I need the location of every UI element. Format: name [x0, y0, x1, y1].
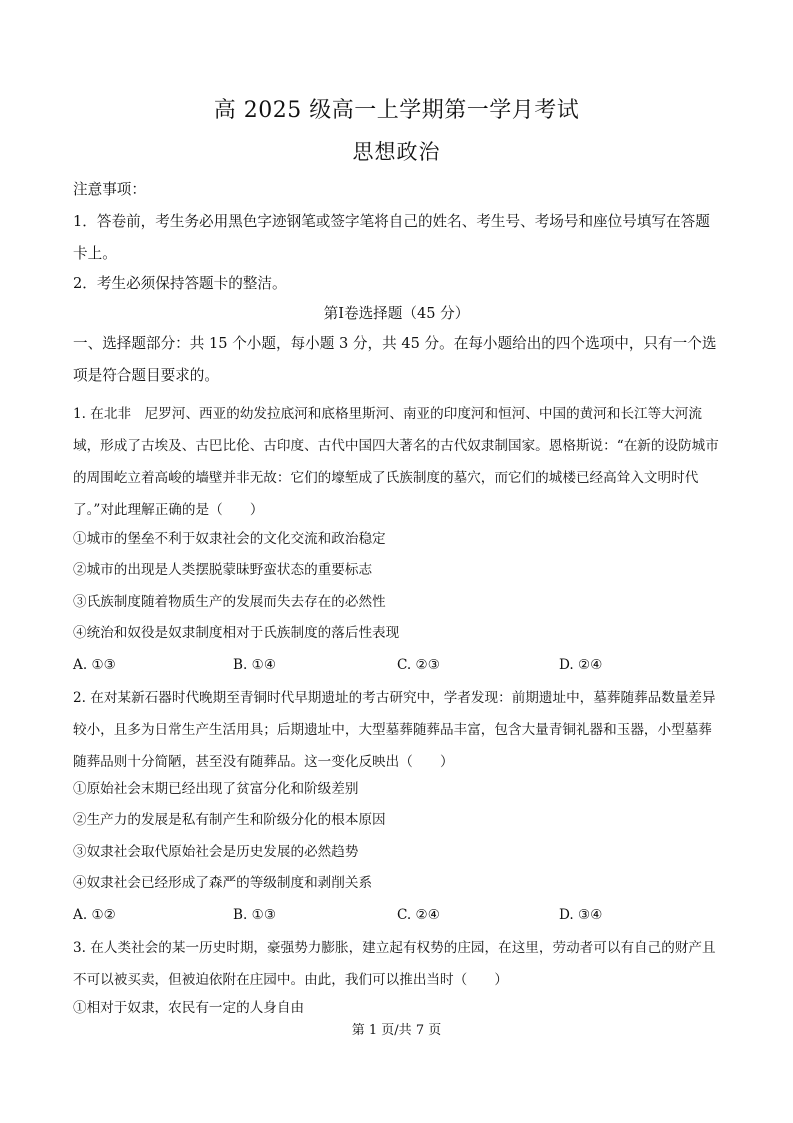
- question-2-stem: 2. 在对某新石器时代晚期至青铜时代早期遗址的考古研究中，学者发现：前期遗址中，墓葬随葬品数量差异较小，且多为日常生产生活用具；后期遗址中，大型墓葬随葬品丰富，包含大量青铜礼器和玉器，小型墓葬随葬品则十分简陋，甚至没有随葬品。这一变化反映出（ ）: [73, 690, 716, 770]
- question-2-choices: [73, 903, 723, 927]
- section-title: 第Ⅰ卷选择题（45 分）: [323, 305, 470, 322]
- question-1-option-1: ①城市的堡垒不利于奴隶社会的文化交流和政治稳定: [73, 531, 386, 547]
- question-1-choice-d[interactable]: D. ②④: [559, 657, 603, 673]
- question-2-option-3: ③奴隶社会取代原始社会是历史发展的必然趋势: [73, 844, 359, 860]
- exam-title: 高 2025 级高一上学期第一学月考试: [213, 98, 580, 123]
- question-2-choice-c[interactable]: C. ②④: [397, 907, 440, 923]
- question-3-stem: 3. 在人类社会的某一历史时期，豪强势力膨胀，建立起有权势的庄园，在这里，劳动者可以有自己的财产且不可以被买卖，但被迫依附在庄园中。由此，我们可以推出当时（ ）: [73, 940, 716, 988]
- question-1-option-2: ②城市的出现是人类摆脱蒙昧野蛮状态的重要标志: [73, 562, 373, 578]
- notice-item-2: 2．考生必须保持答题卡的整洁。: [73, 275, 287, 292]
- question-3-option-1: ①相对于奴隶，农民有一定的人身自由: [73, 1000, 305, 1016]
- question-1-choice-b[interactable]: B. ①④: [233, 657, 277, 673]
- notice-item-1: 1．答卷前，考生务必用黑色字迹钢笔或签字笔将自己的姓名、考生号、考场号和座位号填写在答题卡上。: [73, 213, 710, 262]
- question-2-choice-a[interactable]: A. ①②: [73, 907, 116, 923]
- question-1-choice-c[interactable]: C. ②③: [397, 657, 440, 673]
- question-1-stem: 1. 在北非 尼罗河、西亚的幼发拉底河和底格里斯河、南亚的印度河和恒河、中国的黄河和长江等大河流域，形成了古埃及、古巴比伦、古印度、古代中国四大著名的古代奴隶制国家。恩格斯说：“在新的设防城市的周围屹立着高峻的墙壁并非无故：它们的壕堑成了氏族制度的墓穴，而它们的城楼已经高耸入文明时代了。”对此理解正确的是（ ）: [73, 406, 719, 518]
- question-1-choices: [73, 653, 723, 677]
- question-2-choice-d[interactable]: D. ③④: [559, 907, 603, 923]
- page-number: 第 1 页/共 7 页: [351, 1023, 442, 1038]
- question-1-option-4: ④统治和奴役是奴隶制度相对于氏族制度的落后性表现: [73, 625, 400, 641]
- notice-heading: 注意事项：: [73, 181, 146, 198]
- subject-title: 思想政治: [352, 140, 441, 164]
- question-2-option-2: ②生产力的发展是私有制产生和阶级分化的根本原因: [73, 812, 386, 828]
- section-instructions: 一、选择题部分：共 15 个小题，每小题 3 分，共 45 分。在每小题给出的四个选项中，只有一个选项是符合题目要求的。: [73, 335, 717, 384]
- question-2-option-4: ④奴隶社会已经形成了森严的等级制度和剥削关系: [73, 875, 373, 891]
- question-2-option-1: ①原始社会末期已经出现了贫富分化和阶级差别: [73, 781, 359, 797]
- question-1-option-3: ③氏族制度随着物质生产的发展而失去存在的必然性: [73, 594, 386, 610]
- question-1-choice-a[interactable]: A. ①③: [73, 657, 116, 673]
- question-2-choice-b[interactable]: B. ①③: [233, 907, 277, 923]
